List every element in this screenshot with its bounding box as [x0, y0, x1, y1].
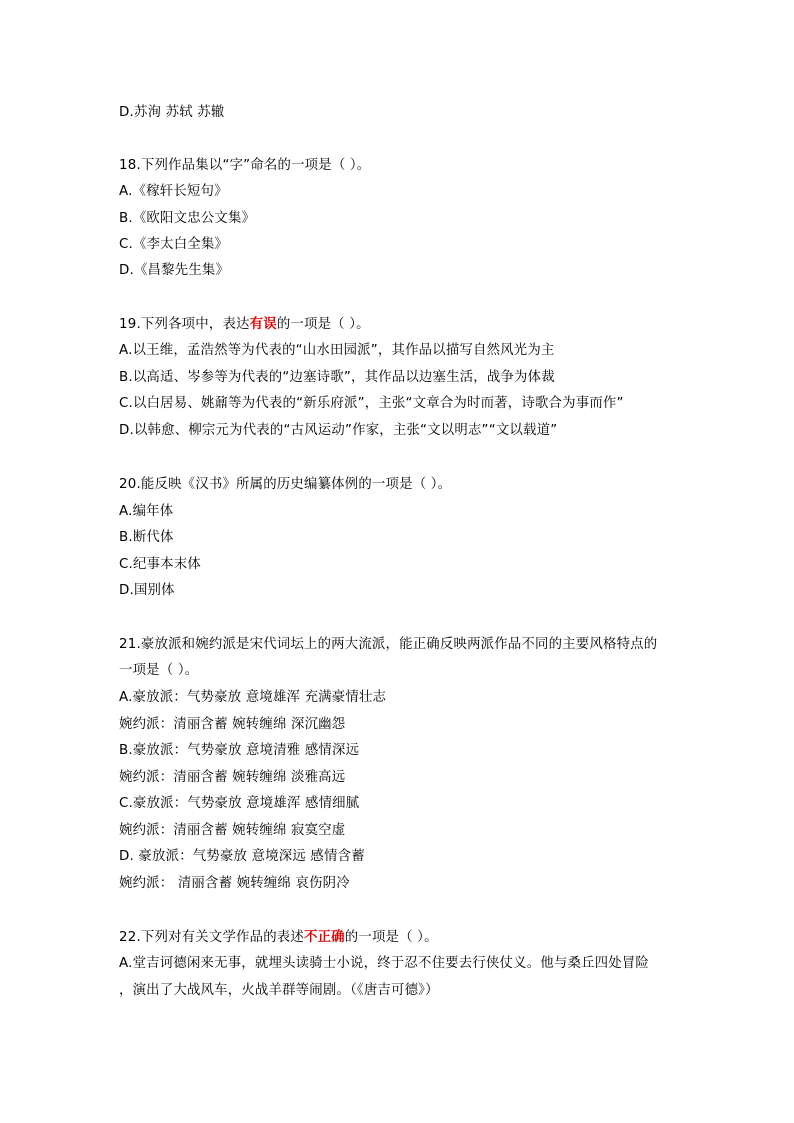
q19-stem-suffix: 的一项是（ ）。 [276, 317, 370, 332]
q22-emphasis: 不正确 [303, 930, 345, 945]
q18-stem: 18.下列作品集以“字”命名的一项是（ ）。 [119, 158, 371, 173]
q20-option-c: C.纪事本末体 [119, 557, 201, 572]
q17-option-d: D.苏洵 苏轼 苏辙 [119, 105, 225, 120]
q20-stem: 20.能反映《汉书》所属的历史编纂体例的一项是（ ）。 [119, 477, 452, 492]
q19-emphasis: 有误 [249, 317, 277, 332]
q19-option-d: D.以韩愈、柳宗元为代表的“古风运动”作家，主张“文以明志”“文以载道” [119, 423, 558, 438]
q21-option-c-wanyue: 婉约派：清丽含蓄 婉转缠绵 寂寞空虚 [119, 823, 346, 838]
q19-option-b: B.以高适、岑参等为代表的“边塞诗歌”，其作品以边塞生活，战争为体裁 [119, 370, 555, 385]
q21-option-d-wanyue: 婉约派： 清丽含蓄 婉转缠绵 哀伤阴冷 [119, 876, 350, 891]
q18-option-b: B.《欧阳文忠公文集》 [119, 211, 256, 226]
q18-option-d: D.《昌黎先生集》 [119, 263, 230, 278]
q21-option-d-haofang: D. 豪放派：气势豪放 意境深远 感情含蓄 [119, 849, 365, 864]
q19-stem-prefix: 19.下列各项中，表达 [119, 317, 250, 332]
q21-option-c-haofang: C.豪放派：气势豪放 意境雄浑 感情细腻 [119, 796, 360, 811]
q19-option-c: C.以白居易、姚鼐等为代表的“新乐府派”，主张“文章合为时而著，诗歌合为事而作” [119, 396, 624, 411]
q21-option-a-haofang: A.豪放派：气势豪放 意境雄浑 充满豪情壮志 [119, 690, 387, 705]
q22-stem-prefix: 22.下列对有关文学作品的表述 [119, 930, 304, 945]
q22-stem-suffix: 的一项是（ ）。 [344, 930, 438, 945]
q22-option-a-line1: A.堂吉诃德闲来无事，就埋头读骑士小说，终于忍不住要去行侠仗义。他与桑丘四处冒险 [119, 956, 650, 971]
q21-stem-line2: 一项是（ ）。 [119, 663, 199, 678]
q22-option-a-line2: ，演出了大战风车，火战羊群等闹剧。（《唐吉可德》） [119, 983, 439, 998]
q21-option-b-wanyue: 婉约派：清丽含蓄 婉转缠绵 淡雅高远 [119, 770, 346, 785]
q20-option-a: A.编年体 [119, 504, 174, 519]
q19-stem [119, 316, 370, 333]
q20-option-b: B.断代体 [119, 530, 174, 545]
q21-option-a-wanyue: 婉约派：清丽含蓄 婉转缠绵 深沉幽怨 [119, 717, 346, 732]
q18-option-c: C.《李太白全集》 [119, 237, 229, 252]
q21-stem-line1: 21.豪放派和婉约派是宋代词坛上的两大流派，能正确反映两派作品不同的主要风格特点的 [119, 637, 658, 652]
q20-option-d: D.国别体 [119, 583, 175, 598]
q19-option-a: A.以王维，孟浩然等为代表的“山水田园派”，其作品以描写自然风光为主 [119, 343, 555, 358]
q21-option-b-haofang: B.豪放派：气势豪放 意境清雅 感情深远 [119, 743, 360, 758]
q18-option-a: A.《稼轩长短句》 [119, 184, 228, 199]
q22-stem [119, 929, 438, 946]
